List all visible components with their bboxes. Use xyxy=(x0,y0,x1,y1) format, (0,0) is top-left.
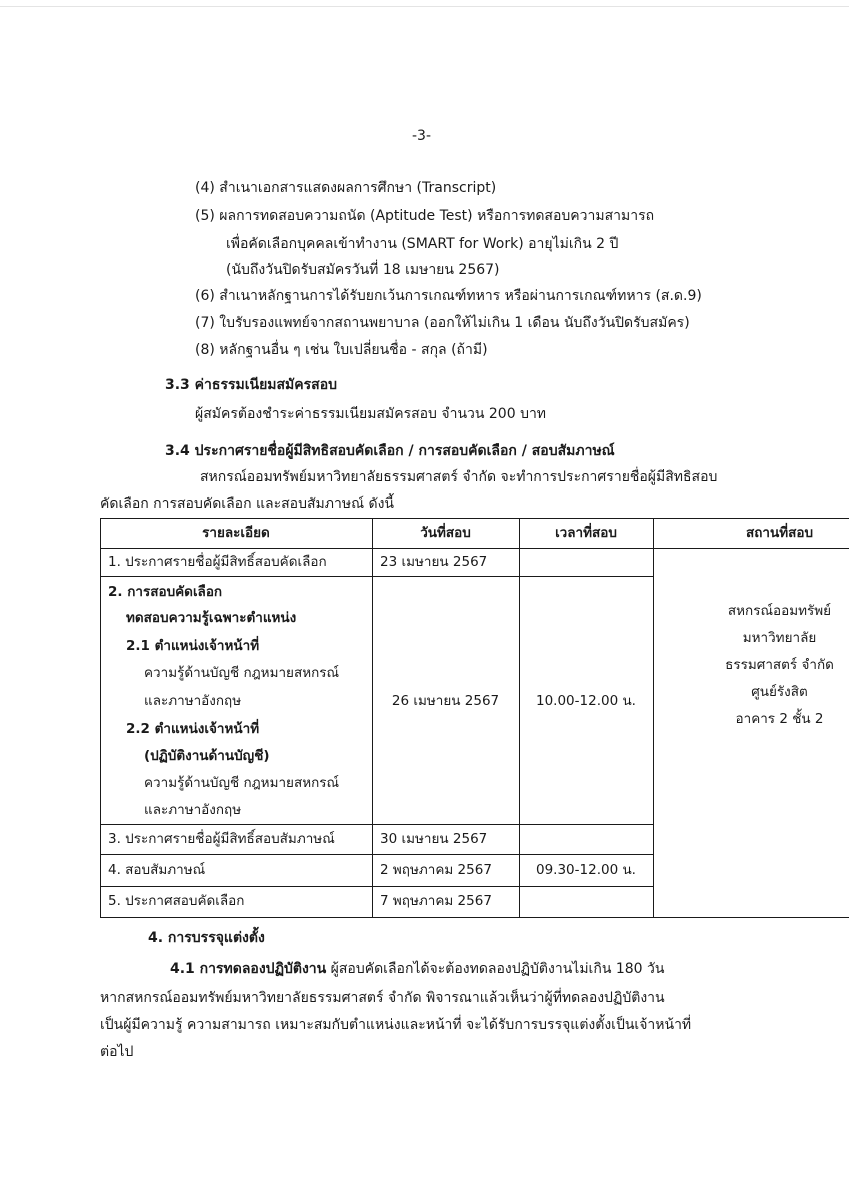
row2-detail-line5: และภาษาอังกฤษ xyxy=(144,693,242,709)
row2-date: 26 เมษายน 2567 xyxy=(391,693,500,709)
section-4-1-line3: เป็นผู้มีความรู้ ความสามารถ เหมาะสมกับตำแหน่งและหน้าที่ จะได้รับการบรรจุแต่งตั้งเป็นเจ้าหน้าที่ xyxy=(100,1017,692,1033)
venue-line5: อาคาร 2 ชั้น 2 xyxy=(735,711,824,727)
scan-edge-line xyxy=(0,6,849,7)
section-4-heading: 4. การบรรจุแต่งตั้ง xyxy=(148,930,265,946)
venue-line3: ธรรมศาสตร์ จำกัด xyxy=(725,657,834,673)
table-header-time: เวลาที่สอบ xyxy=(555,525,617,541)
row3-detail: 3. ประกาศรายชื่อผู้มีสิทธิ์สอบสัมภาษณ์ xyxy=(108,831,335,847)
row2-detail-line3: 2.1 ตำแหน่งเจ้าหน้าที่ xyxy=(126,638,260,654)
row4-detail: 4. สอบสัมภาษณ์ xyxy=(108,862,206,878)
section-4-1-line2: หากสหกรณ์ออมทรัพย์มหาวิทยาลัยธรรมศาสตร์ จำกัด พิจารณาแล้วเห็นว่าผู้ที่ทดลองปฏิบัติงาน xyxy=(100,990,665,1006)
venue-line2: มหาวิทยาลัย xyxy=(742,630,817,646)
venue-line4: ศูนย์รังสิต xyxy=(751,684,808,700)
row2-detail-line6: 2.2 ตำแหน่งเจ้าหน้าที่ xyxy=(126,721,260,737)
exam-schedule-table xyxy=(100,518,849,918)
section-4-1-line1 xyxy=(170,959,664,979)
row2-detail-line1: 2. การสอบคัดเลือก xyxy=(108,584,223,600)
section-3-3-heading: 3.3 ค่าธรรมเนียมสมัครสอบ xyxy=(165,377,337,393)
row2-detail-line2: ทดสอบความรู้เฉพาะตำแหน่ง xyxy=(126,610,297,626)
row5-detail: 5. ประกาศสอบคัดเลือก xyxy=(108,893,245,909)
row4-time: 09.30-12.00 น. xyxy=(536,862,636,878)
section-3-4-body-line1: สหกรณ์ออมทรัพย์มหาวิทยาลัยธรรมศาสตร์ จำกัด จะทำการประกาศรายชื่อผู้มีสิทธิสอบ xyxy=(200,469,718,485)
section-3-4-heading: 3.4 ประกาศรายชื่อผู้มีสิทธิสอบคัดเลือก / การสอบคัดเลือก / สอบสัมภาษณ์ xyxy=(165,443,615,459)
row2-detail-line4: ความรู้ด้านบัญชี กฎหมายสหกรณ์ xyxy=(144,665,340,681)
row2-time: 10.00-12.00 น. xyxy=(536,693,636,709)
row4-date: 2 พฤษภาคม 2567 xyxy=(380,862,492,878)
section-4-1-heading: 4.1 การทดลองปฏิบัติงาน xyxy=(170,961,327,977)
row2-detail-line7: (ปฏิบัติงานด้านบัญชี) xyxy=(144,748,270,764)
row1-date: 23 เมษายน 2567 xyxy=(380,554,488,570)
doc-item-5-line3: (นับถึงวันปิดรับสมัครวันที่ 18 เมษายน 2567) xyxy=(226,262,500,278)
page-number: -3- xyxy=(412,128,432,144)
venue-line1: สหกรณ์ออมทรัพย์ xyxy=(727,603,832,619)
table-header-date: วันที่สอบ xyxy=(420,525,471,541)
doc-item-7: (7) ใบรับรองแพทย์จากสถานพยาบาล (ออกให้ไม่เกิน 1 เดือน นับถึงวันปิดรับสมัคร) xyxy=(195,315,690,331)
table-header-venue: สถานที่สอบ xyxy=(745,525,814,541)
doc-item-4: (4) สำเนาเอกสารแสดงผลการศึกษา (Transcript) xyxy=(195,180,497,196)
row3-date: 30 เมษายน 2567 xyxy=(380,831,488,847)
doc-item-5-line1: (5) ผลการทดสอบความถนัด (Aptitude Test) หรือการทดสอบความสามารถ xyxy=(195,208,655,224)
section-3-4-body-line2: คัดเลือก การสอบคัดเลือก และสอบสัมภาษณ์ ดังนี้ xyxy=(100,496,394,512)
section-3-3-body: ผู้สมัครต้องชำระค่าธรรมเนียมสมัครสอบ จำนวน 200 บาท xyxy=(195,406,547,422)
table-header-detail: รายละเอียด xyxy=(202,525,270,541)
row5-date: 7 พฤษภาคม 2567 xyxy=(380,893,492,909)
row2-detail-line8: ความรู้ด้านบัญชี กฎหมายสหกรณ์ xyxy=(144,775,340,791)
doc-item-8: (8) หลักฐานอื่น ๆ เช่น ใบเปลี่ยนชื่อ - สกุล (ถ้ามี) xyxy=(195,342,488,358)
row1-detail: 1. ประกาศรายชื่อผู้มีสิทธิ์สอบคัดเลือก xyxy=(108,554,327,570)
doc-item-5-line2: เพื่อคัดเลือกบุคคลเข้าทำงาน (SMART for Work) อายุไม่เกิน 2 ปี xyxy=(226,236,619,252)
section-4-1-line4: ต่อไป xyxy=(100,1044,134,1060)
section-4-1-line1-text: ผู้สอบคัดเลือกได้จะต้องทดลองปฏิบัติงานไม่เกิน 180 วัน xyxy=(326,961,665,977)
doc-item-6: (6) สำเนาหลักฐานการได้รับยกเว้นการเกณฑ์ทหาร หรือผ่านการเกณฑ์ทหาร (ส.ด.9) xyxy=(195,288,702,304)
row2-detail-line9: และภาษาอังกฤษ xyxy=(144,802,242,818)
